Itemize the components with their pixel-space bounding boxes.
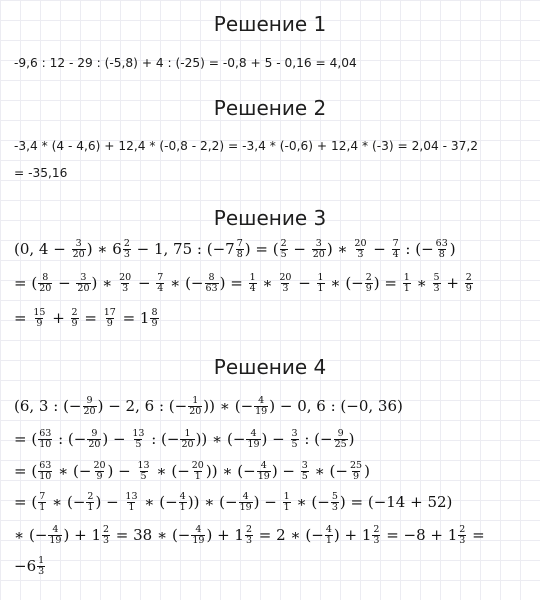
fraction-denominator: 19 — [255, 405, 268, 417]
math-text: (0, 4 − — [14, 240, 71, 258]
math-text: )) ∗ (− — [187, 493, 238, 511]
fraction-numerator: 1 — [184, 427, 191, 439]
fraction-denominator: 20 — [189, 405, 202, 417]
fraction-denominator: 4 — [392, 248, 399, 260]
fraction-denominator: 4 — [249, 282, 256, 294]
fraction — [87, 429, 101, 450]
fraction — [32, 308, 46, 329]
math-text: : (− — [146, 430, 180, 448]
fraction-numerator: 2 — [102, 523, 110, 535]
fraction-numerator: 63 — [39, 427, 52, 439]
fraction-numerator: 3 — [291, 427, 298, 439]
fraction — [48, 525, 62, 546]
fraction-numerator: 3 — [75, 237, 82, 249]
fraction-numerator: 2 — [71, 306, 78, 318]
solution-4-title: Решение 4 — [213, 355, 327, 379]
fraction-numerator: 4 — [179, 490, 186, 502]
fraction — [38, 461, 52, 482]
solution-3-title: Решение 3 — [213, 206, 327, 230]
fraction — [301, 461, 309, 482]
fraction-numerator: 1 — [403, 271, 410, 283]
math-text: = ( — [14, 430, 38, 448]
math-text: ) = — [373, 274, 402, 292]
fraction — [325, 525, 333, 546]
fraction-numerator: 4 — [325, 523, 332, 535]
math-text: )) ∗ (− — [205, 462, 256, 480]
math-text: = ( — [14, 493, 38, 511]
math-text: + — [47, 309, 70, 327]
math-text: ) − 0, 6 : (−0, 36) — [269, 397, 403, 415]
math-text: − — [288, 240, 311, 258]
fraction-denominator: 20 — [88, 438, 101, 450]
fraction-numerator: 1 — [38, 554, 45, 566]
math-text: ∗ — [411, 274, 432, 292]
math-text: − — [368, 240, 391, 258]
fraction-denominator: 1 — [179, 501, 186, 513]
fraction-numerator: 2 — [245, 523, 253, 535]
fraction-denominator: 20 — [312, 248, 325, 260]
fraction-numerator: 8 — [42, 271, 49, 283]
math-text: ∗ (− — [53, 462, 92, 480]
fraction-numerator: 7 — [236, 237, 243, 249]
math-text: ) — [449, 240, 456, 258]
math-text: = — [14, 309, 32, 327]
math-text: = ( — [14, 274, 38, 292]
fraction — [312, 239, 326, 260]
fraction-denominator: 20 — [39, 282, 52, 294]
fraction-numerator: 13 — [137, 459, 150, 471]
fraction-denominator: 10 — [39, 470, 52, 482]
fraction — [254, 396, 268, 417]
fraction — [188, 396, 202, 417]
fraction-denominator: 5 — [291, 438, 298, 450]
fraction — [92, 461, 106, 482]
fraction-denominator: 19 — [49, 534, 62, 546]
solution-4-line-5 — [14, 522, 485, 548]
fraction-numerator: 25 — [349, 459, 363, 471]
fraction-denominator: 8 — [438, 248, 445, 260]
fraction-numerator: 2 — [280, 237, 287, 249]
fraction-numerator: 2 — [123, 237, 130, 249]
fraction-denominator: 5 — [301, 470, 308, 482]
fraction-numerator: 4 — [258, 394, 265, 406]
math-text: ) + 1 — [333, 526, 372, 544]
fraction — [76, 273, 90, 294]
math-text: : (− — [299, 430, 333, 448]
fraction — [458, 525, 466, 546]
fraction-denominator: 19 — [247, 438, 260, 450]
math-text: ) − — [107, 462, 136, 480]
solution-4-line-1 — [14, 393, 403, 419]
fraction — [179, 492, 187, 513]
solution-2-title: Решение 2 — [213, 96, 327, 120]
fraction-numerator: 3 — [315, 237, 322, 249]
fraction-numerator: 9 — [337, 427, 344, 439]
math-text: ) − — [261, 430, 290, 448]
fraction-numerator: 63 — [435, 237, 448, 249]
solution-1-title: Решение 1 — [213, 12, 327, 36]
fraction-numerator: 20 — [119, 271, 132, 283]
fraction-denominator: 10 — [39, 438, 52, 450]
fraction — [156, 273, 164, 294]
fraction-denominator: 8 — [236, 248, 243, 260]
math-text: ) + 1 — [63, 526, 101, 544]
fraction — [365, 273, 373, 294]
math-text: ) ∗ 6 — [86, 240, 122, 258]
fraction — [334, 429, 348, 450]
fraction — [124, 492, 138, 513]
fraction — [191, 525, 205, 546]
fraction-denominator: 20 — [77, 282, 90, 294]
fraction-denominator: 20 — [72, 248, 85, 260]
math-text: ) − — [271, 462, 300, 480]
fraction-numerator: 9 — [86, 394, 93, 406]
fraction — [131, 429, 145, 450]
fraction — [102, 525, 110, 546]
fraction — [150, 308, 158, 329]
fraction — [246, 429, 260, 450]
fraction-numerator: 17 — [103, 306, 116, 318]
math-text: : (− — [53, 430, 87, 448]
fraction-denominator: 3 — [245, 534, 253, 546]
math-text: ) − — [95, 493, 124, 511]
fraction-numerator: 1 — [283, 490, 290, 502]
math-text: − — [133, 274, 156, 292]
fraction — [283, 492, 291, 513]
fraction-numerator: 7 — [39, 490, 46, 502]
fraction-numerator: 5 — [433, 271, 440, 283]
fraction — [435, 239, 449, 260]
fraction-denominator: 9 — [365, 282, 372, 294]
fraction-numerator: 3 — [80, 271, 87, 283]
fraction — [239, 492, 253, 513]
math-text: = 2 ∗ (− — [254, 526, 324, 544]
math-text: = 1 — [117, 309, 150, 327]
fraction-denominator: 3 — [433, 282, 440, 294]
math-text: ) + 1 — [206, 526, 244, 544]
math-text: = 38 ∗ (− — [111, 526, 191, 544]
fraction — [353, 239, 367, 260]
fraction-numerator: 20 — [191, 459, 204, 471]
fraction-denominator: 9 — [71, 317, 78, 329]
fraction — [245, 525, 253, 546]
fraction-numerator: 1 — [192, 394, 199, 406]
fraction-numerator: 7 — [392, 237, 399, 249]
math-text: ∗ (− — [14, 526, 48, 544]
fraction — [123, 239, 131, 260]
fraction — [83, 396, 97, 417]
fraction — [38, 429, 52, 450]
math-text: ∗ (− — [325, 274, 364, 292]
math-text: = −8 + 1 — [381, 526, 458, 544]
fraction — [392, 239, 400, 260]
math-text: ∗ (− — [309, 462, 348, 480]
fraction — [257, 461, 271, 482]
fraction-numerator: 1 — [317, 271, 324, 283]
fraction-denominator: 9 — [36, 317, 43, 329]
fraction-denominator: 19 — [192, 534, 205, 546]
math-text: ) = — [219, 274, 248, 292]
fraction-numerator: 3 — [301, 459, 308, 471]
math-text: )) ∗ (− — [195, 430, 246, 448]
fraction — [191, 461, 205, 482]
fraction-numerator: 4 — [260, 459, 267, 471]
fraction — [137, 461, 151, 482]
math-text: = — [467, 526, 485, 544]
math-text: : (− — [400, 240, 434, 258]
fraction-numerator: 2 — [87, 490, 94, 502]
fraction-denominator: 3 — [122, 282, 129, 294]
math-text: ) = ( — [244, 240, 279, 258]
fraction-numerator: 13 — [125, 490, 138, 502]
fraction-denominator: 9 — [106, 317, 113, 329]
math-text: ∗ (− — [291, 493, 330, 511]
fraction — [291, 429, 299, 450]
fraction-denominator: 3 — [459, 534, 466, 546]
fraction — [38, 273, 52, 294]
math-text: ) = (−14 + 52) — [339, 493, 453, 511]
fraction-denominator: 3 — [38, 565, 45, 577]
fraction-numerator: 2 — [465, 271, 472, 283]
fraction-denominator: 1 — [325, 534, 332, 546]
fraction — [118, 273, 132, 294]
math-text: ∗ (− — [151, 462, 190, 480]
fraction — [180, 429, 194, 450]
fraction-denominator: 9 — [353, 470, 360, 482]
fraction-numerator: 8 — [151, 306, 158, 318]
fraction-numerator: 1 — [249, 271, 256, 283]
fraction-denominator: 9 — [151, 317, 158, 329]
math-text: ) − — [102, 430, 131, 448]
fraction-denominator: 5 — [140, 470, 147, 482]
math-text: = ( — [14, 462, 38, 480]
fraction-denominator: 5 — [280, 248, 287, 260]
fraction-denominator: 1 — [39, 501, 46, 513]
solution-1-line-1: -9,6 : 12 - 29 : (-5,8) + 4 : (-25) = -0,8 + 5 - 0,16 = 4,04 — [14, 56, 357, 70]
fraction — [37, 556, 45, 577]
math-text: ∗ (− — [139, 493, 178, 511]
fraction-numerator: 2 — [365, 271, 372, 283]
math-text: ) — [348, 430, 355, 448]
math-text: + — [441, 274, 464, 292]
fraction-numerator: 63 — [39, 459, 52, 471]
solution-3-line-2 — [14, 270, 474, 296]
solution-4-line-3 — [14, 458, 370, 484]
solution-4-line-4 — [14, 489, 452, 515]
fraction — [278, 273, 292, 294]
fraction — [349, 461, 363, 482]
solution-4-line-2 — [14, 426, 355, 452]
fraction — [86, 492, 94, 513]
fraction — [236, 239, 244, 260]
math-text: − 1, 75 : (−7 — [131, 240, 235, 258]
fraction-denominator: 3 — [331, 501, 338, 513]
math-text: ∗ (− — [165, 274, 204, 292]
fraction-denominator: 1 — [128, 501, 135, 513]
fraction-denominator: 1 — [403, 282, 410, 294]
solution-3-line-1 — [14, 236, 456, 262]
fraction — [249, 273, 257, 294]
fraction-numerator: 20 — [354, 237, 367, 249]
fraction-denominator: 3 — [102, 534, 110, 546]
fraction — [465, 273, 473, 294]
solution-3-line-3 — [14, 305, 160, 331]
fraction-denominator: 25 — [334, 438, 347, 450]
fraction-denominator: 1 — [87, 501, 94, 513]
fraction-numerator: 2 — [373, 523, 380, 535]
fraction-denominator: 19 — [257, 470, 270, 482]
fraction-denominator: 63 — [205, 282, 218, 294]
fraction — [103, 308, 117, 329]
fraction-numerator: 15 — [33, 306, 46, 318]
fraction-denominator: 1 — [194, 470, 201, 482]
math-text: ) — [364, 462, 370, 480]
math-text: ∗ — [257, 274, 278, 292]
fraction-numerator: 13 — [132, 427, 145, 439]
fraction-numerator: 7 — [157, 271, 164, 283]
fraction-numerator: 20 — [279, 271, 292, 283]
math-text: − — [293, 274, 316, 292]
math-text: − — [53, 274, 76, 292]
fraction-denominator: 20 — [181, 438, 194, 450]
math-text: ) − — [253, 493, 282, 511]
solution-4-line-6 — [14, 553, 46, 579]
fraction — [71, 308, 79, 329]
math-text: (6, 3 : (− — [14, 397, 82, 415]
fraction-numerator: 20 — [93, 459, 106, 471]
fraction — [331, 492, 339, 513]
fraction-denominator: 3 — [357, 248, 364, 260]
fraction — [280, 239, 288, 260]
fraction-denominator: 9 — [465, 282, 472, 294]
fraction-numerator: 4 — [52, 523, 59, 535]
math-text: −6 — [14, 557, 37, 575]
fraction-denominator: 3 — [373, 534, 380, 546]
math-text: ) ∗ — [326, 240, 353, 258]
math-text: ) ∗ — [91, 274, 118, 292]
fraction — [372, 525, 380, 546]
fraction-numerator: 4 — [242, 490, 249, 502]
fraction-denominator: 19 — [239, 501, 252, 513]
fraction-denominator: 20 — [83, 405, 96, 417]
math-text: ∗ (− — [47, 493, 86, 511]
fraction — [38, 492, 46, 513]
fraction-denominator: 3 — [282, 282, 289, 294]
fraction-numerator: 5 — [331, 490, 338, 502]
fraction-denominator: 5 — [135, 438, 142, 450]
fraction — [403, 273, 411, 294]
fraction-denominator: 4 — [157, 282, 164, 294]
fraction-denominator: 1 — [283, 501, 290, 513]
math-text: ) − 2, 6 : (− — [97, 397, 188, 415]
fraction-numerator: 2 — [459, 523, 466, 535]
solution-2-line-2: = -35,16 — [14, 166, 68, 180]
fraction — [72, 239, 86, 260]
fraction — [433, 273, 441, 294]
fraction-numerator: 4 — [250, 427, 257, 439]
fraction-denominator: 3 — [123, 248, 130, 260]
fraction-denominator: 9 — [96, 470, 103, 482]
fraction-numerator: 4 — [195, 523, 202, 535]
fraction — [205, 273, 219, 294]
math-text: )) ∗ (− — [203, 397, 254, 415]
solution-2-line-1: -3,4 * (4 - 4,6) + 12,4 * (-0,8 - 2,2) = -3,4 * (-0,6) + 12,4 * (-3) = 2,04 - 37,2 — [14, 139, 479, 153]
math-text: = — [79, 309, 102, 327]
fraction — [317, 273, 325, 294]
fraction-numerator: 8 — [208, 271, 215, 283]
fraction-denominator: 1 — [317, 282, 324, 294]
fraction-numerator: 9 — [91, 427, 98, 439]
